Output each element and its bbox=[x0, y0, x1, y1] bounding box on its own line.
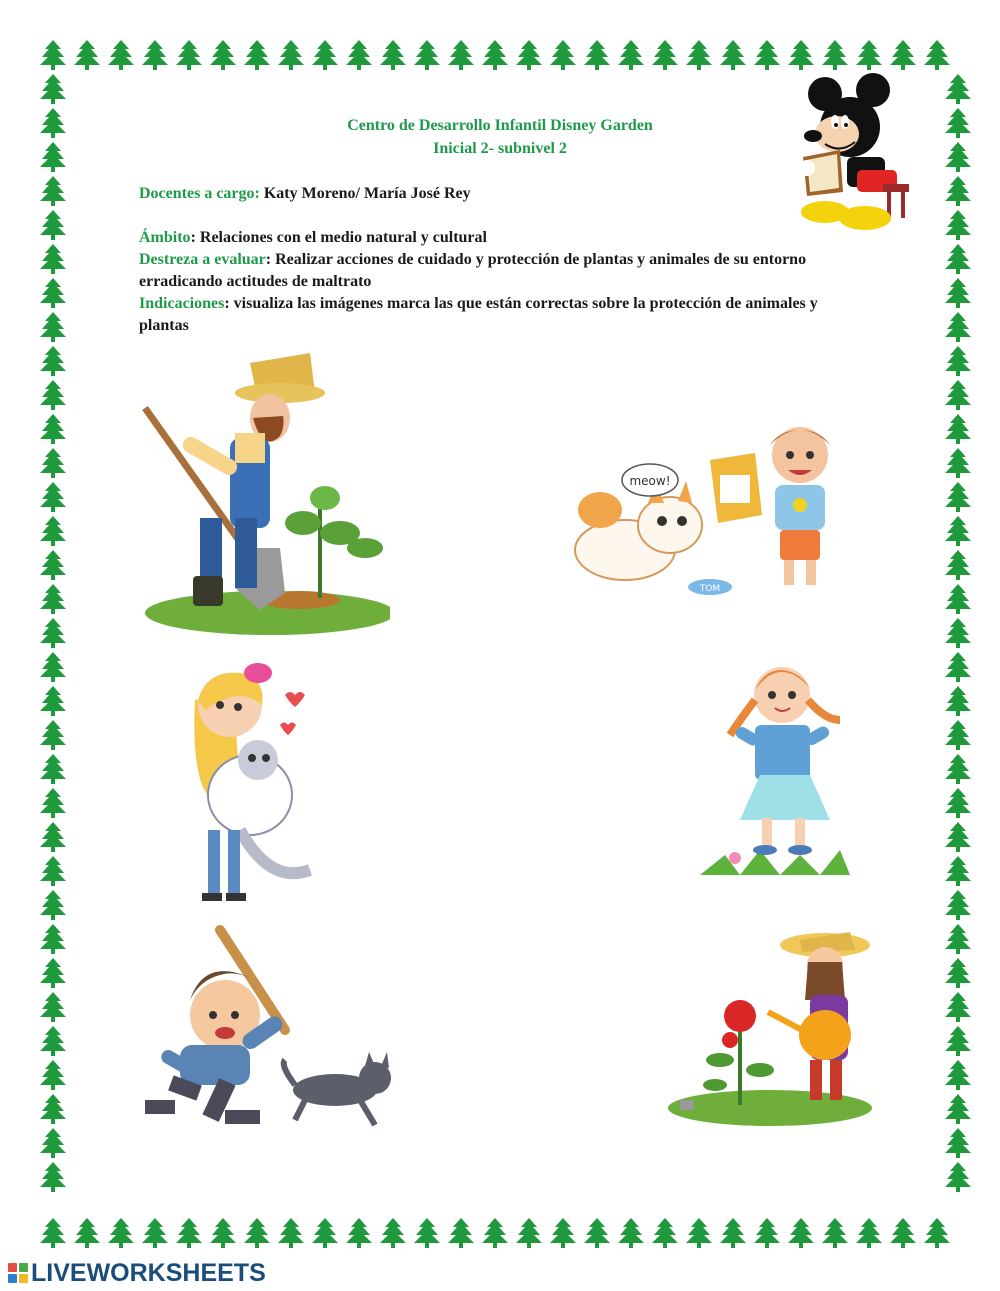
pine-tree-icon bbox=[945, 312, 971, 342]
indicaciones-line bbox=[139, 293, 839, 337]
pine-tree-icon bbox=[945, 856, 971, 886]
pine-tree-icon bbox=[856, 40, 882, 70]
pine-tree-icon bbox=[74, 1218, 100, 1248]
pine-tree-icon bbox=[312, 1218, 338, 1248]
destreza-line bbox=[139, 249, 839, 293]
pine-tree-icon bbox=[40, 448, 66, 478]
pine-tree-icon bbox=[945, 924, 971, 954]
pine-tree-icon bbox=[40, 40, 66, 70]
pine-tree-icon bbox=[244, 1218, 270, 1248]
pine-tree-icon bbox=[346, 40, 372, 70]
ambito-value: : Relaciones con el medio natural y cultural bbox=[190, 229, 487, 246]
pine-tree-icon bbox=[176, 40, 202, 70]
pine-tree-icon bbox=[856, 1218, 882, 1248]
pine-tree-icon bbox=[890, 40, 916, 70]
pine-tree-icon bbox=[40, 550, 66, 580]
pine-tree-icon bbox=[40, 958, 66, 988]
destreza-label: Destreza a evaluar bbox=[139, 251, 266, 268]
pine-tree-icon bbox=[945, 448, 971, 478]
pine-tree-icon bbox=[482, 40, 508, 70]
ambito-line bbox=[139, 227, 839, 249]
pine-tree-icon bbox=[40, 482, 66, 512]
pine-tree-icon bbox=[550, 1218, 576, 1248]
level-subheading: Inicial 2- subnivel 2 bbox=[433, 140, 567, 157]
mickey-reading-image bbox=[795, 72, 915, 232]
pine-tree-icon bbox=[720, 40, 746, 70]
pine-tree-icon bbox=[380, 1218, 406, 1248]
girl-watering-rose-image[interactable] bbox=[660, 920, 880, 1130]
pine-tree-icon bbox=[142, 40, 168, 70]
pine-tree-icon bbox=[584, 40, 610, 70]
pine-tree-icon bbox=[945, 584, 971, 614]
liveworksheets-footer[interactable] bbox=[8, 1259, 266, 1287]
pine-tree-icon bbox=[945, 550, 971, 580]
pine-tree-icon bbox=[244, 40, 270, 70]
pine-tree-icon bbox=[945, 380, 971, 410]
pine-tree-icon bbox=[40, 720, 66, 750]
bowl-name-text: TOM bbox=[699, 584, 721, 594]
pine-tree-icon bbox=[108, 1218, 134, 1248]
pine-tree-icon bbox=[74, 40, 100, 70]
pine-tree-icon bbox=[414, 40, 440, 70]
pine-tree-icon bbox=[618, 40, 644, 70]
pine-tree-icon bbox=[686, 40, 712, 70]
pine-tree-icon bbox=[720, 1218, 746, 1248]
pine-tree-icon bbox=[40, 618, 66, 648]
pine-tree-icon bbox=[40, 992, 66, 1022]
boy-feeding-cat-image[interactable] bbox=[570, 415, 860, 605]
pine-tree-icon bbox=[346, 1218, 372, 1248]
pine-tree-icon bbox=[40, 380, 66, 410]
pine-tree-icon bbox=[945, 992, 971, 1022]
pine-tree-icon bbox=[516, 40, 542, 70]
pine-tree-icon bbox=[40, 1162, 66, 1192]
pine-tree-icon bbox=[40, 210, 66, 240]
ambito-label: Ámbito bbox=[139, 229, 191, 246]
pine-tree-icon bbox=[945, 788, 971, 818]
pine-tree-icon bbox=[945, 346, 971, 376]
pine-tree-icon bbox=[945, 108, 971, 138]
pine-tree-icon bbox=[652, 1218, 678, 1248]
pine-tree-icon bbox=[686, 1218, 712, 1248]
pine-tree-icon bbox=[945, 210, 971, 240]
pine-tree-icon bbox=[945, 720, 971, 750]
pine-tree-icon bbox=[448, 1218, 474, 1248]
pine-tree-icon bbox=[40, 1218, 66, 1248]
pine-tree-icon bbox=[380, 40, 406, 70]
pine-tree-icon bbox=[40, 890, 66, 920]
center-name-heading: Centro de Desarrollo Infantil Disney Garden bbox=[347, 117, 653, 134]
pine-tree-icon bbox=[40, 924, 66, 954]
man-hitting-cat-image[interactable] bbox=[135, 920, 405, 1135]
pine-tree-icon bbox=[516, 1218, 542, 1248]
pine-tree-icon bbox=[40, 346, 66, 376]
pine-tree-icon bbox=[945, 754, 971, 784]
pine-tree-icon bbox=[40, 244, 66, 274]
pine-tree-icon bbox=[822, 40, 848, 70]
pine-tree-icon bbox=[40, 108, 66, 138]
pine-tree-icon bbox=[945, 1026, 971, 1056]
pine-tree-icon bbox=[945, 414, 971, 444]
indicaciones-value: : visualiza las imágenes marca las que están correctas sobre la protección de animales y plantas bbox=[139, 295, 818, 334]
pine-tree-icon bbox=[945, 176, 971, 206]
pine-tree-icon bbox=[945, 1128, 971, 1158]
pine-tree-icon bbox=[142, 1218, 168, 1248]
man-planting-tree-image[interactable] bbox=[135, 348, 390, 638]
pine-tree-icon bbox=[40, 584, 66, 614]
pine-tree-icon bbox=[550, 40, 576, 70]
pine-tree-icon bbox=[788, 40, 814, 70]
pine-tree-icon bbox=[822, 1218, 848, 1248]
pine-tree-icon bbox=[108, 40, 134, 70]
pine-tree-icon bbox=[40, 516, 66, 546]
pine-tree-icon bbox=[584, 1218, 610, 1248]
pine-tree-icon bbox=[924, 1218, 950, 1248]
pine-tree-icon bbox=[945, 74, 971, 104]
pine-tree-icon bbox=[924, 40, 950, 70]
pine-tree-icon bbox=[210, 40, 236, 70]
pine-tree-icon bbox=[482, 1218, 508, 1248]
teachers-value: Katy Moreno/ María José Rey bbox=[259, 185, 471, 202]
pine-tree-icon bbox=[40, 1094, 66, 1124]
pine-tree-icon bbox=[176, 1218, 202, 1248]
pine-tree-icon bbox=[210, 1218, 236, 1248]
pine-tree-icon bbox=[414, 1218, 440, 1248]
pine-tree-icon bbox=[945, 1060, 971, 1090]
pine-tree-icon bbox=[945, 244, 971, 274]
pine-tree-icon bbox=[40, 686, 66, 716]
teachers-line bbox=[139, 183, 839, 205]
pine-tree-icon bbox=[945, 516, 971, 546]
pine-tree-icon bbox=[40, 856, 66, 886]
pine-tree-icon bbox=[652, 40, 678, 70]
pine-tree-icon bbox=[945, 278, 971, 308]
teachers-label: Docentes a cargo: bbox=[139, 185, 260, 202]
pine-tree-icon bbox=[40, 1026, 66, 1056]
girl-stepping-on-flower-image[interactable] bbox=[700, 650, 860, 890]
pine-tree-icon bbox=[40, 754, 66, 784]
pine-tree-icon bbox=[40, 414, 66, 444]
destreza-value: : Realizar acciones de cuidado y protección de plantas y animales de su entorno erradicando actitudes de maltrato bbox=[139, 251, 807, 290]
pine-tree-icon bbox=[945, 1094, 971, 1124]
pine-tree-icon bbox=[945, 142, 971, 172]
pine-tree-icon bbox=[40, 74, 66, 104]
pine-tree-icon bbox=[754, 1218, 780, 1248]
pine-tree-icon bbox=[40, 652, 66, 682]
liveworksheets-logo-icon bbox=[8, 1263, 28, 1283]
pine-tree-icon bbox=[40, 1060, 66, 1090]
pine-tree-icon bbox=[40, 142, 66, 172]
pine-tree-icon bbox=[278, 1218, 304, 1248]
pine-tree-icon bbox=[40, 278, 66, 308]
pine-tree-icon bbox=[945, 958, 971, 988]
pine-tree-icon bbox=[890, 1218, 916, 1248]
pine-tree-icon bbox=[618, 1218, 644, 1248]
pine-tree-icon bbox=[945, 652, 971, 682]
pine-tree-icon bbox=[448, 40, 474, 70]
pine-tree-icon bbox=[945, 686, 971, 716]
pine-tree-icon bbox=[788, 1218, 814, 1248]
girl-hugging-cat-image[interactable] bbox=[180, 655, 340, 910]
pine-tree-icon bbox=[40, 312, 66, 342]
pine-tree-icon bbox=[945, 482, 971, 512]
pine-tree-icon bbox=[40, 1128, 66, 1158]
meow-speech-text: meow! bbox=[629, 474, 671, 488]
pine-tree-icon bbox=[945, 1162, 971, 1192]
pine-tree-icon bbox=[945, 822, 971, 852]
pine-tree-icon bbox=[40, 822, 66, 852]
pine-tree-icon bbox=[754, 40, 780, 70]
pine-tree-icon bbox=[945, 618, 971, 648]
pine-tree-icon bbox=[40, 176, 66, 206]
indicaciones-label: Indicaciones bbox=[139, 295, 225, 312]
pine-tree-icon bbox=[40, 788, 66, 818]
pine-tree-icon bbox=[312, 40, 338, 70]
liveworksheets-brand-text: LIVEWORKSHEETS bbox=[31, 1258, 266, 1287]
pine-tree-icon bbox=[278, 40, 304, 70]
pine-tree-icon bbox=[945, 890, 971, 920]
